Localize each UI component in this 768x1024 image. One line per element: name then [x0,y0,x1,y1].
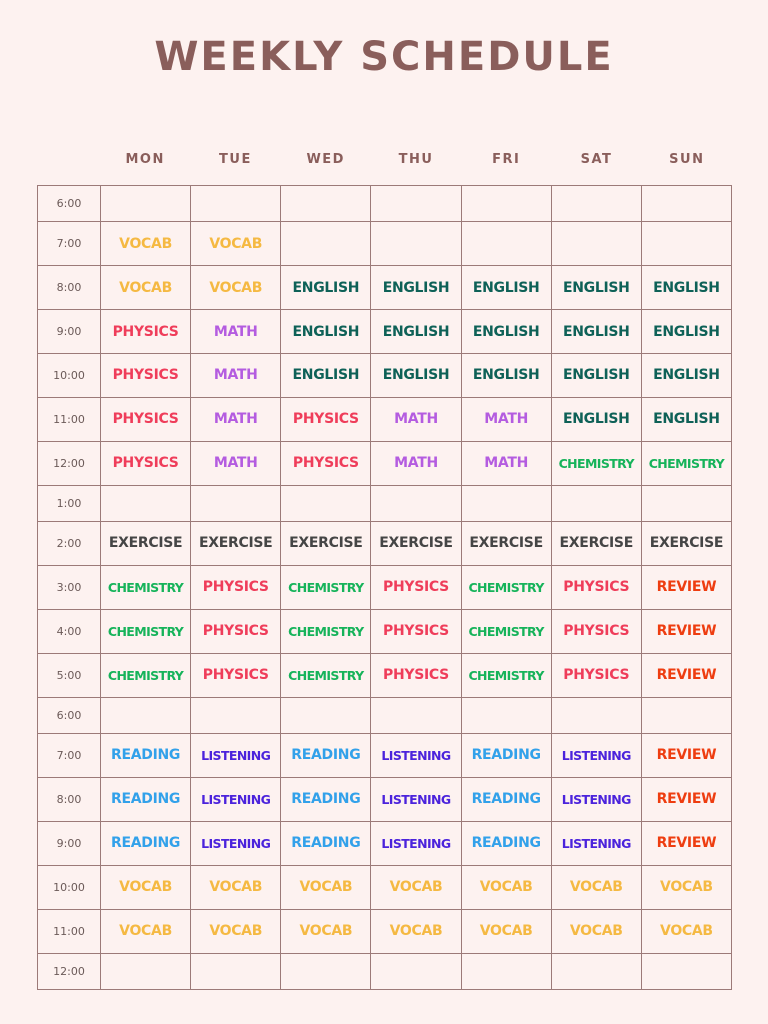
schedule-cell-physics: PHYSICS [281,441,371,485]
schedule-cell-chemistry: CHEMISTRY [101,565,191,609]
schedule-row [38,565,732,609]
day-header-sun: SUN [669,152,705,167]
schedule-cell-english: ENGLISH [551,397,641,441]
schedule-cell-reading: READING [281,821,371,865]
schedule-cell-vocab: VOCAB [371,865,461,909]
schedule-cell-empty [191,953,281,989]
schedule-cell-physics: PHYSICS [281,397,371,441]
day-header-thu: THU [398,152,434,167]
schedule-cell-review: REVIEW [641,565,731,609]
schedule-cell-english: ENGLISH [281,310,371,354]
schedule-cell-physics: PHYSICS [371,653,461,697]
schedule-cell-listening: LISTENING [191,777,281,821]
schedule-cell-physics: PHYSICS [371,565,461,609]
schedule-row [38,777,732,821]
schedule-row [38,397,732,441]
schedule-cell-vocab: VOCAB [461,865,551,909]
schedule-cell-listening: LISTENING [191,821,281,865]
time-label: 8:00 [38,266,101,310]
time-label: 9:00 [38,310,101,354]
day-header-fri: FRI [492,152,521,167]
time-label: 7:00 [38,733,101,777]
schedule-cell-empty [191,697,281,733]
page-title: WEEKLY SCHEDULE [154,34,614,80]
schedule-cell-listening: LISTENING [551,733,641,777]
schedule-cell-vocab: VOCAB [101,909,191,953]
schedule-cell-english: ENGLISH [641,266,731,310]
schedule-cell-chemistry: CHEMISTRY [551,441,641,485]
schedule-cell-empty [371,186,461,222]
schedule-row [38,222,732,266]
schedule-cell-review: REVIEW [641,733,731,777]
schedule-cell-reading: READING [461,733,551,777]
day-header-sat: SAT [580,152,613,167]
schedule-cell-empty [641,222,731,266]
schedule-cell-vocab: VOCAB [101,266,191,310]
day-header-wed: WED [306,152,345,167]
schedule-cell-empty [371,485,461,521]
schedule-cell-review: REVIEW [641,777,731,821]
schedule-cell-listening: LISTENING [371,733,461,777]
schedule-cell-empty [371,697,461,733]
time-label: 5:00 [38,653,101,697]
schedule-cell-empty [461,953,551,989]
schedule-cell-physics: PHYSICS [101,310,191,354]
schedule-cell-listening: LISTENING [551,821,641,865]
time-label: 11:00 [38,397,101,441]
schedule-cell-empty [371,953,461,989]
schedule-row [38,310,732,354]
time-label: 1:00 [38,485,101,521]
schedule-cell-empty [551,485,641,521]
schedule-cell-english: ENGLISH [641,354,731,398]
schedule-row [38,609,732,653]
schedule-cell-english: ENGLISH [371,354,461,398]
schedule-cell-math: MATH [191,310,281,354]
schedule-row [38,522,732,566]
schedule-cell-chemistry: CHEMISTRY [281,653,371,697]
time-label: 12:00 [38,441,101,485]
schedule-cell-vocab: VOCAB [191,266,281,310]
schedule-cell-exercise: EXERCISE [371,522,461,566]
schedule-cell-empty [461,222,551,266]
schedule-cell-vocab: VOCAB [281,909,371,953]
schedule-cell-chemistry: CHEMISTRY [461,609,551,653]
time-label: 10:00 [38,354,101,398]
schedule-cell-math: MATH [191,354,281,398]
schedule-cell-empty [281,186,371,222]
schedule-cell-empty [551,222,641,266]
day-header-tue: TUE [219,152,252,167]
time-label: 9:00 [38,821,101,865]
schedule-row [38,266,732,310]
schedule-row [38,909,732,953]
time-label: 11:00 [38,909,101,953]
schedule-cell-chemistry: CHEMISTRY [281,609,371,653]
schedule-cell-english: ENGLISH [461,354,551,398]
schedule-cell-empty [551,697,641,733]
schedule-cell-empty [641,697,731,733]
schedule-cell-physics: PHYSICS [101,354,191,398]
schedule-cell-english: ENGLISH [281,354,371,398]
schedule-cell-math: MATH [461,441,551,485]
schedule-cell-empty [641,186,731,222]
schedule-cell-vocab: VOCAB [101,865,191,909]
schedule-cell-english: ENGLISH [641,397,731,441]
schedule-cell-english: ENGLISH [641,310,731,354]
schedule-cell-review: REVIEW [641,653,731,697]
schedule-cell-listening: LISTENING [371,821,461,865]
schedule-cell-vocab: VOCAB [641,909,731,953]
schedule-cell-reading: READING [461,821,551,865]
schedule-cell-reading: READING [101,733,191,777]
schedule-cell-exercise: EXERCISE [641,522,731,566]
schedule-row [38,653,732,697]
schedule-cell-vocab: VOCAB [641,865,731,909]
schedule-cell-empty [551,186,641,222]
schedule-row [38,733,732,777]
time-label: 2:00 [38,522,101,566]
schedule-cell-english: ENGLISH [281,266,371,310]
schedule-cell-vocab: VOCAB [101,222,191,266]
schedule-cell-empty [281,953,371,989]
schedule-cell-empty [461,697,551,733]
schedule-row [38,697,732,733]
schedule-cell-exercise: EXERCISE [101,522,191,566]
schedule-cell-chemistry: CHEMISTRY [461,653,551,697]
schedule-row [38,821,732,865]
schedule-cell-empty [191,186,281,222]
schedule-cell-vocab: VOCAB [371,909,461,953]
schedule-cell-empty [281,485,371,521]
day-header-mon: MON [125,152,165,167]
schedule-cell-physics: PHYSICS [191,609,281,653]
schedule-cell-listening: LISTENING [371,777,461,821]
schedule-cell-vocab: VOCAB [551,865,641,909]
schedule-cell-empty [551,953,641,989]
schedule-cell-english: ENGLISH [551,354,641,398]
schedule-cell-empty [371,222,461,266]
schedule-cell-vocab: VOCAB [461,909,551,953]
schedule-cell-english: ENGLISH [551,266,641,310]
schedule-cell-empty [101,485,191,521]
schedule-cell-exercise: EXERCISE [461,522,551,566]
schedule-row [38,354,732,398]
schedule-cell-empty [281,222,371,266]
schedule-cell-empty [461,485,551,521]
schedule-cell-vocab: VOCAB [191,909,281,953]
schedule-cell-chemistry: CHEMISTRY [101,653,191,697]
schedule-cell-empty [281,697,371,733]
schedule-row [38,865,732,909]
schedule-cell-listening: LISTENING [551,777,641,821]
schedule-cell-physics: PHYSICS [551,565,641,609]
schedule-row [38,441,732,485]
schedule-cell-empty [101,186,191,222]
time-label: 3:00 [38,565,101,609]
schedule-cell-vocab: VOCAB [551,909,641,953]
schedule-cell-chemistry: CHEMISTRY [281,565,371,609]
schedule-cell-english: ENGLISH [461,266,551,310]
schedule-cell-listening: LISTENING [191,733,281,777]
schedule-cell-math: MATH [191,441,281,485]
time-label: 8:00 [38,777,101,821]
time-label: 7:00 [38,222,101,266]
day-header-row [100,152,732,174]
schedule-cell-math: MATH [371,441,461,485]
schedule-cell-chemistry: CHEMISTRY [641,441,731,485]
schedule-cell-exercise: EXERCISE [191,522,281,566]
schedule-cell-vocab: VOCAB [191,222,281,266]
time-label: 6:00 [38,186,101,222]
time-label: 12:00 [38,953,101,989]
schedule-cell-physics: PHYSICS [101,441,191,485]
schedule-cell-vocab: VOCAB [281,865,371,909]
schedule-cell-math: MATH [371,397,461,441]
schedule-row [38,953,732,989]
schedule-cell-english: ENGLISH [371,266,461,310]
schedule-cell-english: ENGLISH [551,310,641,354]
time-label: 10:00 [38,865,101,909]
schedule-cell-math: MATH [461,397,551,441]
schedule-cell-reading: READING [281,777,371,821]
schedule-cell-physics: PHYSICS [191,653,281,697]
schedule-cell-exercise: EXERCISE [281,522,371,566]
schedule-row [38,485,732,521]
schedule-cell-english: ENGLISH [371,310,461,354]
schedule-grid [37,185,732,990]
schedule-cell-vocab: VOCAB [191,865,281,909]
schedule-cell-empty [191,485,281,521]
schedule-cell-physics: PHYSICS [101,397,191,441]
schedule-cell-chemistry: CHEMISTRY [461,565,551,609]
schedule-cell-chemistry: CHEMISTRY [101,609,191,653]
schedule-cell-empty [461,186,551,222]
schedule-cell-math: MATH [191,397,281,441]
schedule-cell-reading: READING [461,777,551,821]
schedule-cell-physics: PHYSICS [551,653,641,697]
schedule-cell-reading: READING [281,733,371,777]
schedule-cell-physics: PHYSICS [371,609,461,653]
schedule-cell-empty [641,953,731,989]
schedule-cell-physics: PHYSICS [191,565,281,609]
schedule-cell-empty [101,953,191,989]
schedule-cell-exercise: EXERCISE [551,522,641,566]
time-label: 4:00 [38,609,101,653]
schedule-cell-empty [641,485,731,521]
schedule-cell-reading: READING [101,777,191,821]
schedule-cell-review: REVIEW [641,821,731,865]
schedule-cell-english: ENGLISH [461,310,551,354]
schedule-cell-empty [101,697,191,733]
schedule-cell-reading: READING [101,821,191,865]
time-label: 6:00 [38,697,101,733]
schedule-row [38,186,732,222]
schedule-cell-physics: PHYSICS [551,609,641,653]
schedule-cell-review: REVIEW [641,609,731,653]
